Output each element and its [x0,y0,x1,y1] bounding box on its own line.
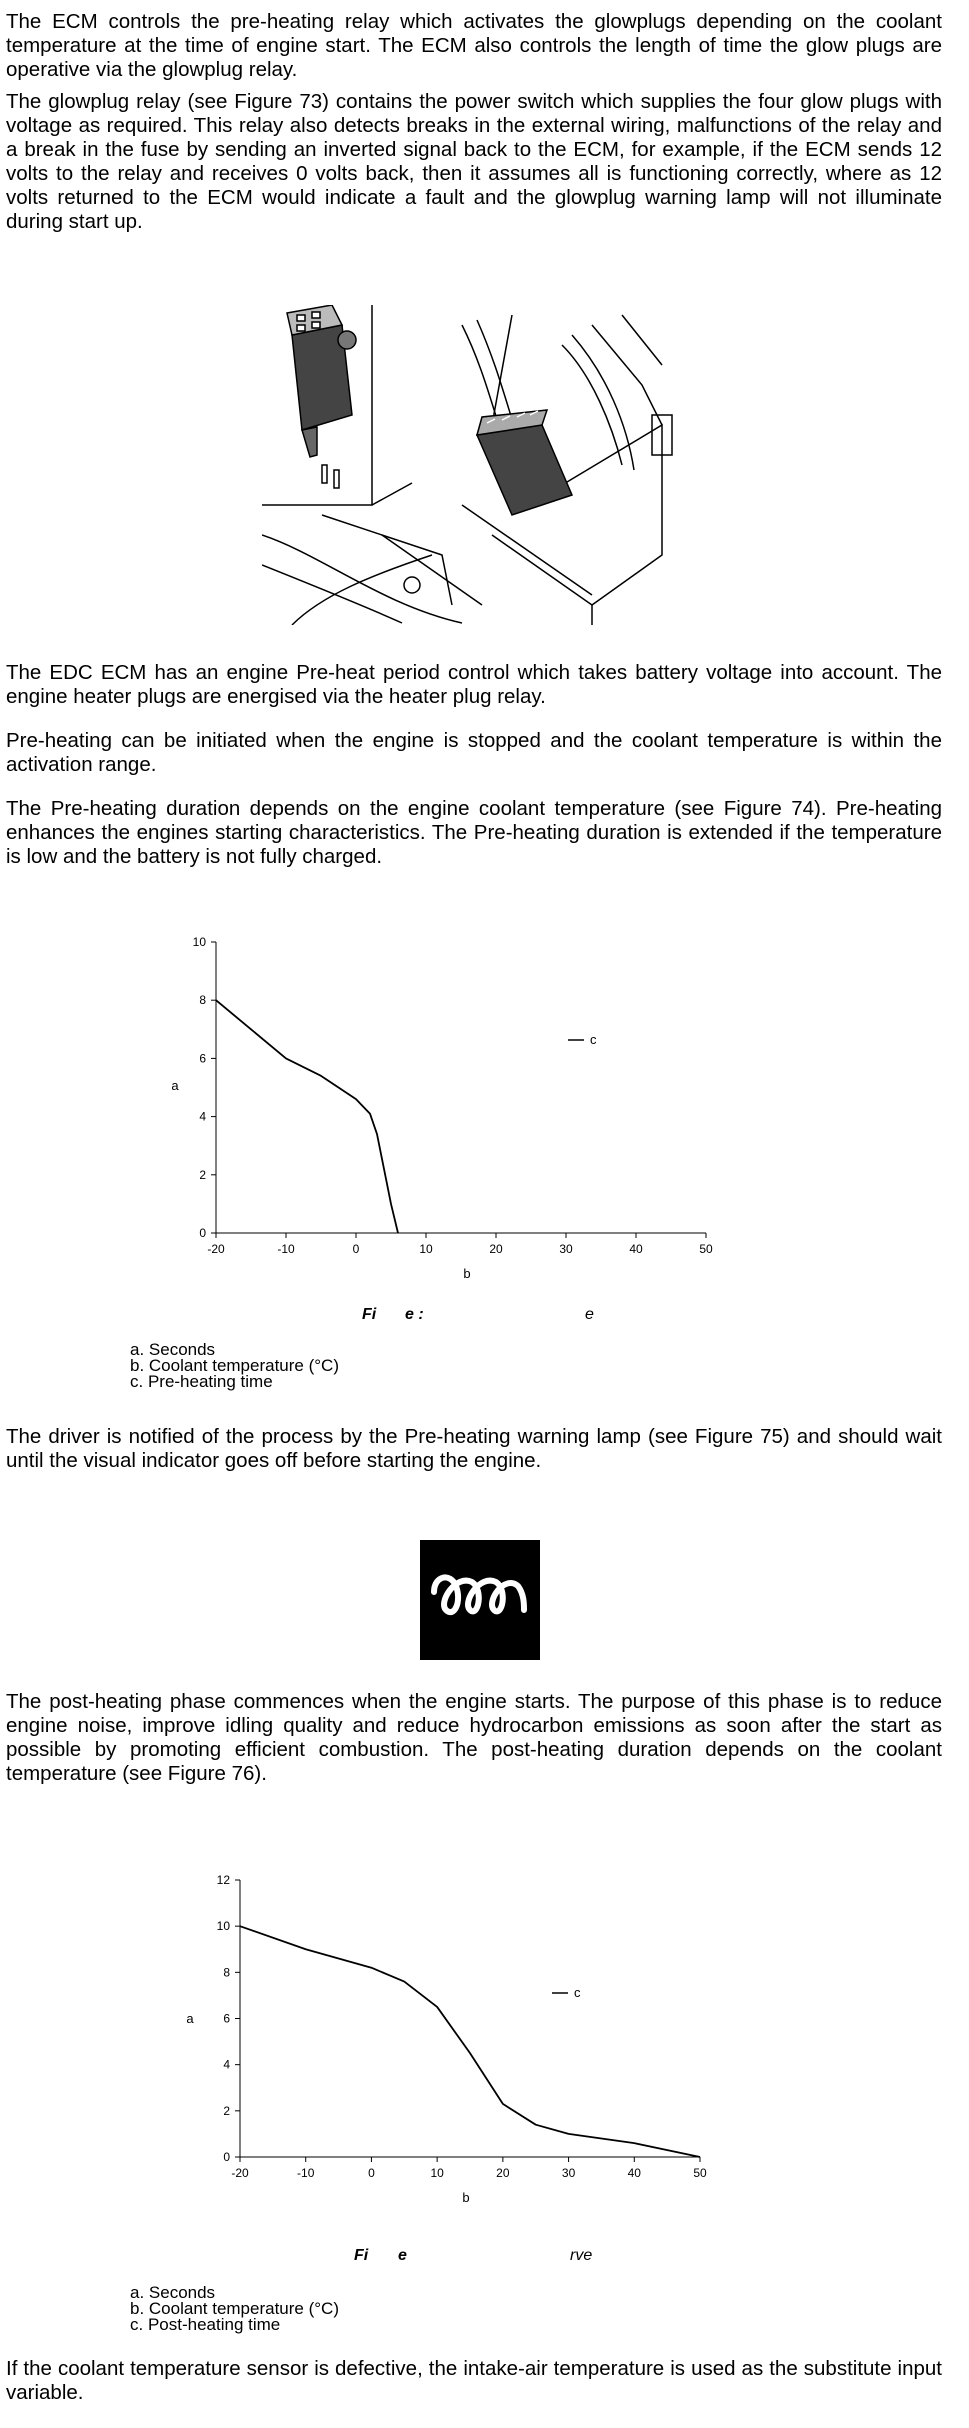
y-axis-label: a [186,2011,194,2026]
x-axis-label: b [462,2190,470,2205]
y-tick-label: 2 [223,2103,230,2118]
figure-76-caption-part-3: rve [570,2247,593,2264]
x-tick-label: -10 [277,1242,295,1256]
y-tick-label: 8 [199,993,206,1008]
x-tick-label: 40 [629,1242,643,1256]
preheating-time-chart [150,920,750,1300]
paragraph-preheat-duration: The Pre-heating duration depends on the engine coolant temperature (see Figure 74). Pre-heating enhances the engines starting characteristics. The Pre-heating duration is extended if the temperature is low and the battery is not fully charged. [6,797,942,868]
legend-item-b: b. Coolant temperature (°C) [130,2299,339,2318]
series-label: c [590,1032,597,1047]
paragraph-preheat-initiation: Pre-heating can be initiated when the engine is stopped and the coolant temperature is within the activation range. [6,729,942,776]
y-tick-label: 2 [199,1167,206,1182]
series-label: c [574,1985,581,2000]
x-tick-label: -20 [207,1242,225,1256]
y-tick-label: 8 [223,1965,230,1980]
paragraph-preheat-control: The EDC ECM has an engine Pre-heat period control which takes battery voltage into account. The engine heater plugs are energised via the heater plug relay. [6,661,942,708]
x-axis-label: b [463,1266,471,1281]
y-tick-label: 10 [216,1919,230,1934]
x-tick-label: 10 [419,1242,433,1256]
x-tick-label: 20 [489,1242,503,1256]
paragraph-glowplug-relay: The glowplug relay (see Figure 73) contains the power switch which supplies the four glow plugs with voltage as required. This relay also detects breaks in the external wiring, malfunctions of the relay and a break in the fuse by sending an inverted signal back to the ECM, for example, if the ECM sends 12 volts to the relay and receives 0 volts back, then it assumes all is functioning correctly, where as 12 volts returned to the ECM would indicate a fault and the glowplug warning lamp will not illuminate during start up. [6,90,942,233]
figure-74-legend [130,1342,339,1390]
legend-item-b: b. Coolant temperature (°C) [130,1356,339,1375]
paragraph-post-heating: The post-heating phase commences when the engine starts. The purpose of this phase is to reduce engine noise, improve idling quality and reduce hydrocarbon emissions as soon after the start as possible by promoting efficient combustion. The post-heating duration depends on the coolant temperature (see Figure 76). [6,1690,942,1785]
x-tick-label: 0 [368,2166,375,2180]
glowplug-coil-icon [420,1540,540,1660]
y-tick-label: 6 [199,1051,206,1066]
figure-74-caption-part-2: e : [405,1306,424,1323]
x-tick-label: 20 [496,2166,510,2180]
y-axis-label: a [171,1078,179,1093]
post-heating-time-chart [160,1860,740,2220]
x-tick-label: 0 [352,1242,360,1256]
x-tick-label: 30 [559,1242,573,1256]
glowplug-relay-illustration [262,305,682,625]
x-tick-label: 50 [693,2166,707,2180]
legend-item-a: a. Seconds [130,1340,216,1359]
legend-item-c: c. Post-heating time [130,2315,281,2334]
figure-74-caption-part-1: Fi [362,1306,377,1323]
y-tick-label: 4 [199,1109,206,1124]
x-tick-label: 10 [430,2166,444,2180]
figure-76-caption-part-1: Fi [354,2247,369,2264]
y-tick-label: 12 [216,1873,230,1887]
paragraph-ecm-control: The ECM controls the pre-heating relay which activates the glowplugs depending on the coolant temperature at the time of engine start. The ECM also controls the length of time the glow plugs are operative via the glowplug relay. [6,10,942,81]
y-tick-label: 4 [223,2057,230,2072]
legend-item-c: c. Pre-heating time [130,1372,273,1391]
figure-76-legend [130,2285,339,2333]
x-tick-label: 30 [561,2166,576,2180]
series-line [240,1926,700,2157]
y-tick-label: 0 [223,2150,230,2164]
series-line [216,1000,398,1233]
paragraph-warning-lamp: The driver is notified of the process by the Pre-heating warning lamp (see Figure 75) and should wait until the visual indicator goes off before starting the engine. [6,1425,942,1472]
figure-74-caption-part-3: e [585,1306,594,1323]
x-tick-label: 40 [627,2166,641,2180]
y-tick-label: 6 [223,2011,230,2026]
y-tick-label: 10 [192,935,206,949]
y-tick-label: 0 [199,1226,206,1240]
paragraph-sensor-defective: If the coolant temperature sensor is defective, the intake-air temperature is used as the substitute input variable. [6,2357,942,2404]
legend-item-a: a. Seconds [130,2283,216,2302]
x-tick-label: -20 [231,2166,249,2180]
preheat-warning-lamp [420,1540,540,1660]
figure-76-caption-part-2: e [398,2247,407,2264]
x-tick-label: -10 [297,2166,315,2180]
x-tick-label: 50 [699,1242,713,1256]
